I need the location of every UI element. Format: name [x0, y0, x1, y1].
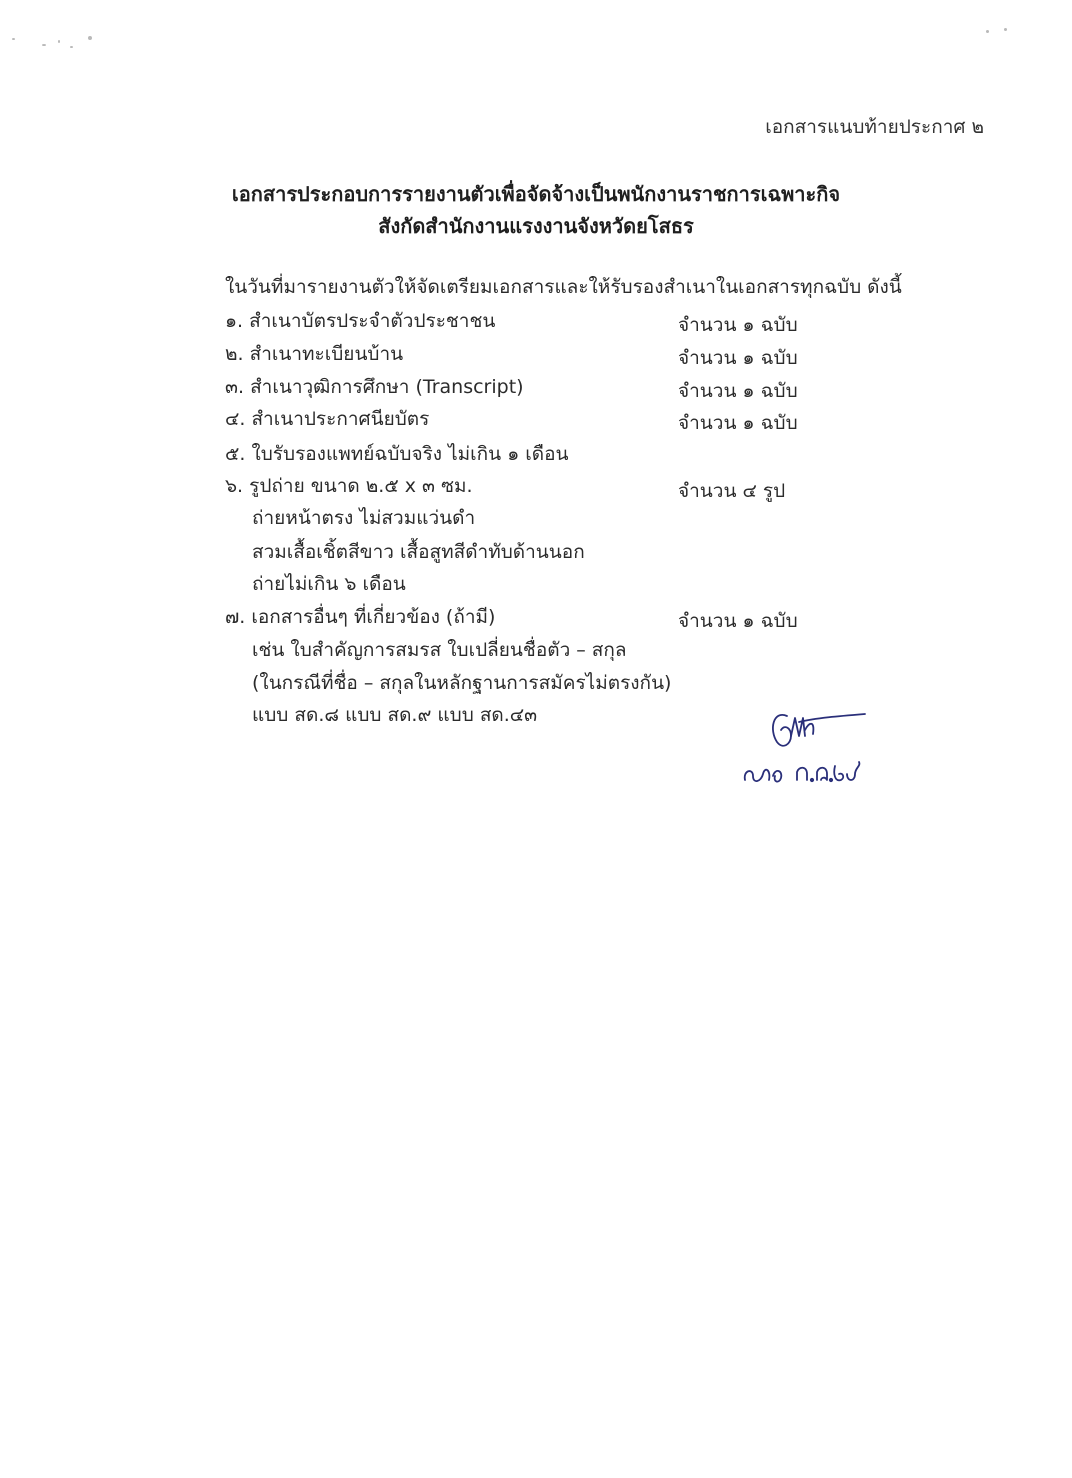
list-item-label: ๑. สำเนาบัตรประจำตัวประชาชน — [225, 310, 496, 332]
list-item-label: ๔. สำเนาประกาศนียบัตร — [225, 408, 430, 430]
attachment-reference: เอกสารแนบท้ายประกาศ ๒ — [765, 116, 984, 138]
document-title-line1: เอกสารประกอบการรายงานตัวเพื่อจัดจ้างเป็นพนักงานราชการเฉพาะกิจ — [231, 182, 841, 206]
scan-speck — [12, 38, 15, 40]
list-item-quantity: จำนวน ๑ ฉบับ — [678, 380, 798, 402]
list-item-quantity: จำนวน ๑ ฉบับ — [678, 610, 798, 632]
scan-speck — [1004, 28, 1007, 31]
scan-speck — [70, 46, 73, 48]
list-item-detail: ถ่ายไม่เกิน ๖ เดือน — [252, 573, 406, 595]
list-item-label: ๗. เอกสารอื่นๆ ที่เกี่ยวข้อง (ถ้ามี) — [225, 606, 496, 628]
list-item-label: ๖. รูปถ่าย ขนาด ๒.๕ x ๓ ซม. — [225, 475, 473, 497]
list-item-quantity: จำนวน ๑ ฉบับ — [678, 314, 798, 336]
list-item-quantity: จำนวน ๔ รูป — [678, 480, 786, 502]
instructions-text: ในวันที่มารายงานตัวให้จัดเตรียมเอกสารและให้รับรองสำเนาในเอกสารทุกฉบับ ดังนี้ — [225, 276, 902, 298]
list-item-detail: ถ่ายหน้าตรง ไม่สวมแว่นดำ — [252, 507, 476, 529]
list-item-detail: สวมเสื้อเชิ้ตสีขาว เสื้อสูทสีดำทับด้านนอก — [252, 541, 585, 563]
scan-speck — [58, 40, 60, 43]
list-item-label: ๓. สำเนาวุฒิการศึกษา (Transcript) — [225, 376, 524, 398]
list-item-detail: เช่น ใบสำคัญการสมรส ใบเปลี่ยนชื่อตัว – สกุล — [252, 639, 627, 661]
handwritten-signature — [735, 700, 875, 790]
scan-speck — [88, 36, 92, 40]
list-item-quantity: จำนวน ๑ ฉบับ — [678, 412, 798, 434]
scan-speck — [42, 44, 46, 46]
scan-speck — [986, 30, 989, 33]
list-item-label: ๒. สำเนาทะเบียนบ้าน — [225, 343, 404, 365]
list-item-detail: แบบ สด.๘ แบบ สด.๙ แบบ สด.๔๓ — [252, 704, 538, 726]
list-item-detail: (ในกรณีที่ชื่อ – สกุลในหลักฐานการสมัครไม่ตรงกัน) — [252, 672, 672, 694]
document-title-line2: สังกัดสำนักงานแรงงานจังหวัดยโสธร — [378, 214, 694, 238]
list-item-quantity: จำนวน ๑ ฉบับ — [678, 347, 798, 369]
list-item-label: ๕. ใบรับรองแพทย์ฉบับจริง ไม่เกิน ๑ เดือน — [225, 443, 569, 465]
